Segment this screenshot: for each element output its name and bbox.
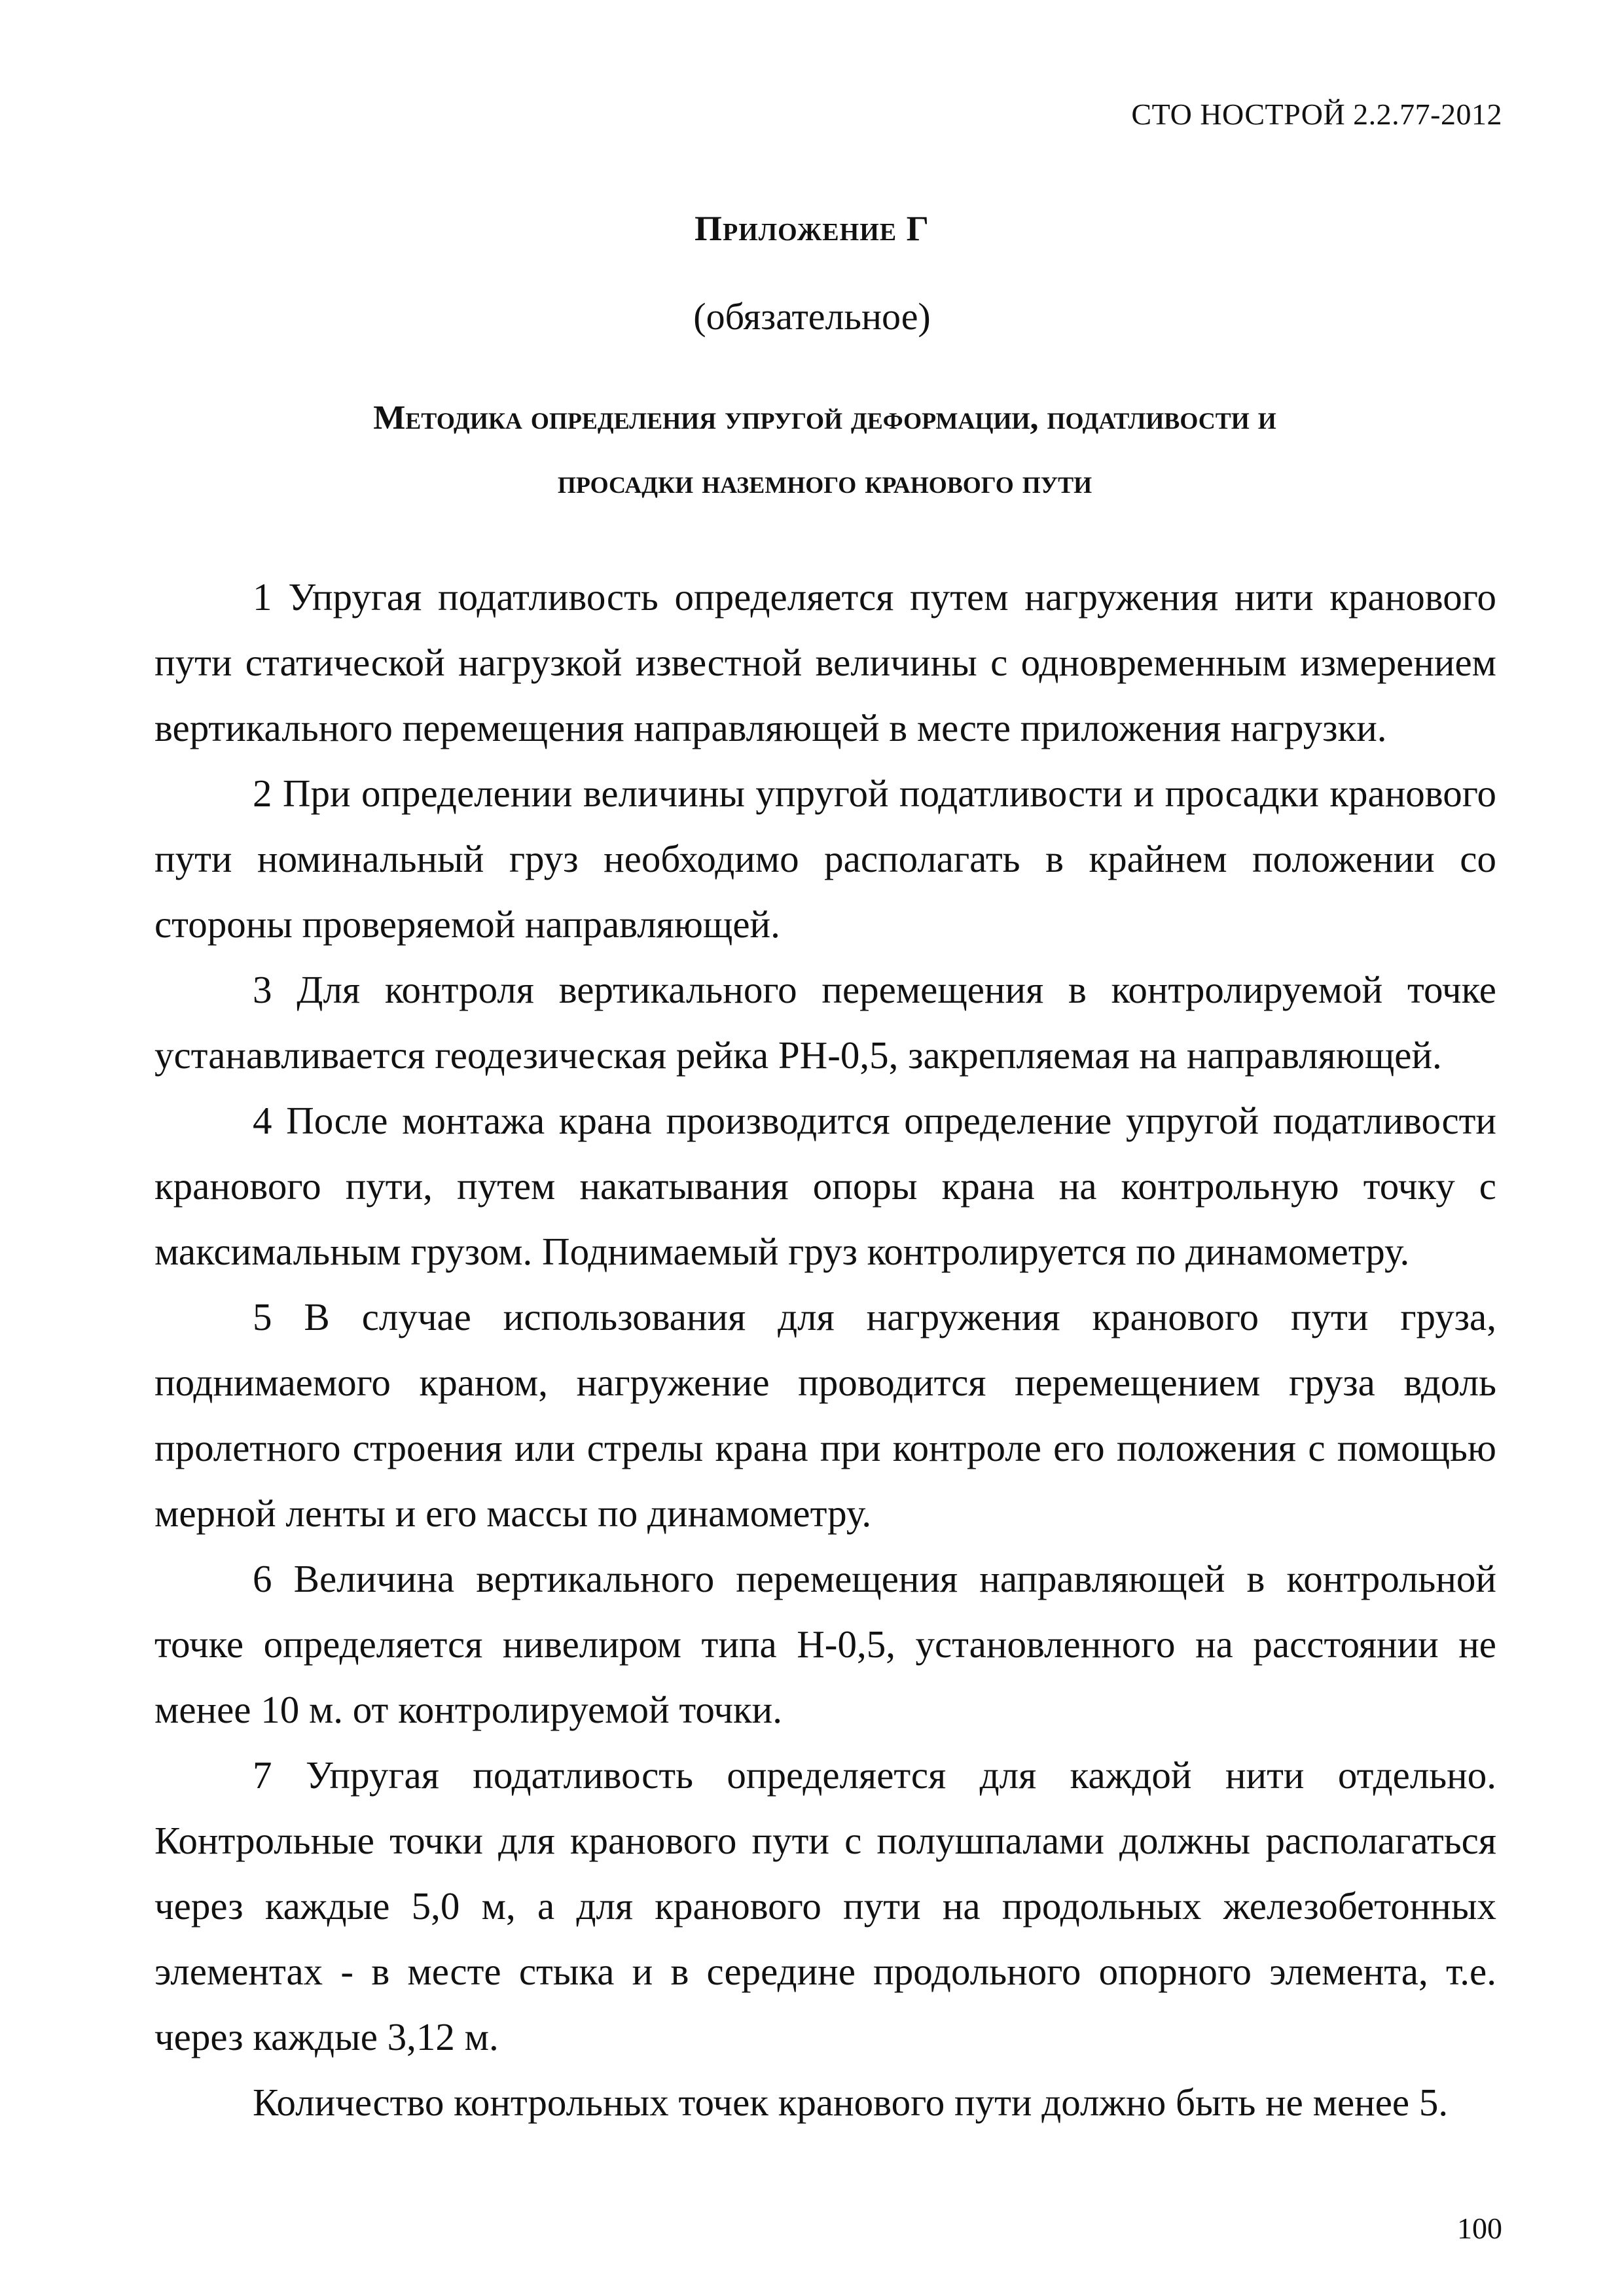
paragraph-2: 2 При определении величины упругой податливости и просадки кранового пути номинальный груз необходимо располагать в крайнем положении со стороны проверяемой направляющей. <box>154 772 1496 946</box>
appendix-status: (обязательное) <box>693 295 931 338</box>
method-title <box>196 386 1453 514</box>
paragraph-8: Количество контрольных точек кранового пути должно быть не менее 5. <box>253 2081 1449 2124</box>
paragraph-5: 5 В случае использования для нагружения кранового пути груза, поднимаемого краном, нагружение проводится перемещением груза вдоль пролетного строения или стрелы крана при контроле его положения с помощью мерной ленты и его массы по динамометру. <box>154 1295 1496 1535</box>
paragraph-3: 3 Для контроля вертикального перемещения в контролируемой точке устанавливается геодезическая рейка РН-0,5, закрепляемая на направляющей. <box>154 968 1496 1077</box>
method-title-line-2: просадки наземного кранового пути <box>557 463 1092 501</box>
body-text <box>154 564 1496 2135</box>
paragraph-6: 6 Величина вертикального перемещения направляющей в контрольной точке определяется нивелиром типа Н-0,5, установленного на расстоянии не менее 10 м. от контролируемой точки. <box>154 1557 1496 1731</box>
page-number: 100 <box>1457 2212 1502 2245</box>
document-code-header: СТО НОСТРОЙ 2.2.77-2012 <box>1131 98 1502 131</box>
method-title-line-1: Методика определения упругой деформации, податливости и <box>373 399 1276 437</box>
paragraph-4: 4 После монтажа крана производится определение упругой податливости кранового пути, путем накатывания опоры крана на контрольную точку с максимальным грузом. Поднимаемый груз контролируется по динамометру. <box>154 1099 1496 1273</box>
paragraph-1: 1 Упругая податливость определяется путем нагружения нити кранового пути статической нагрузкой известной величины с одновременным измерением вертикального перемещения направляющей в месте приложения нагрузки. <box>154 575 1496 749</box>
paragraph-7: 7 Упругая податливость определяется для каждой нити отдельно. Контрольные точки для кранового пути с полушпалами должны располагаться через каждые 5,0 м, а для кранового пути на продольных железобетонных элементах - в месте стыка и в середине продольного опорного элемента, т.е. через каждые 3,12 м. <box>154 1753 1496 2058</box>
appendix-title: Приложение Г <box>695 209 929 248</box>
